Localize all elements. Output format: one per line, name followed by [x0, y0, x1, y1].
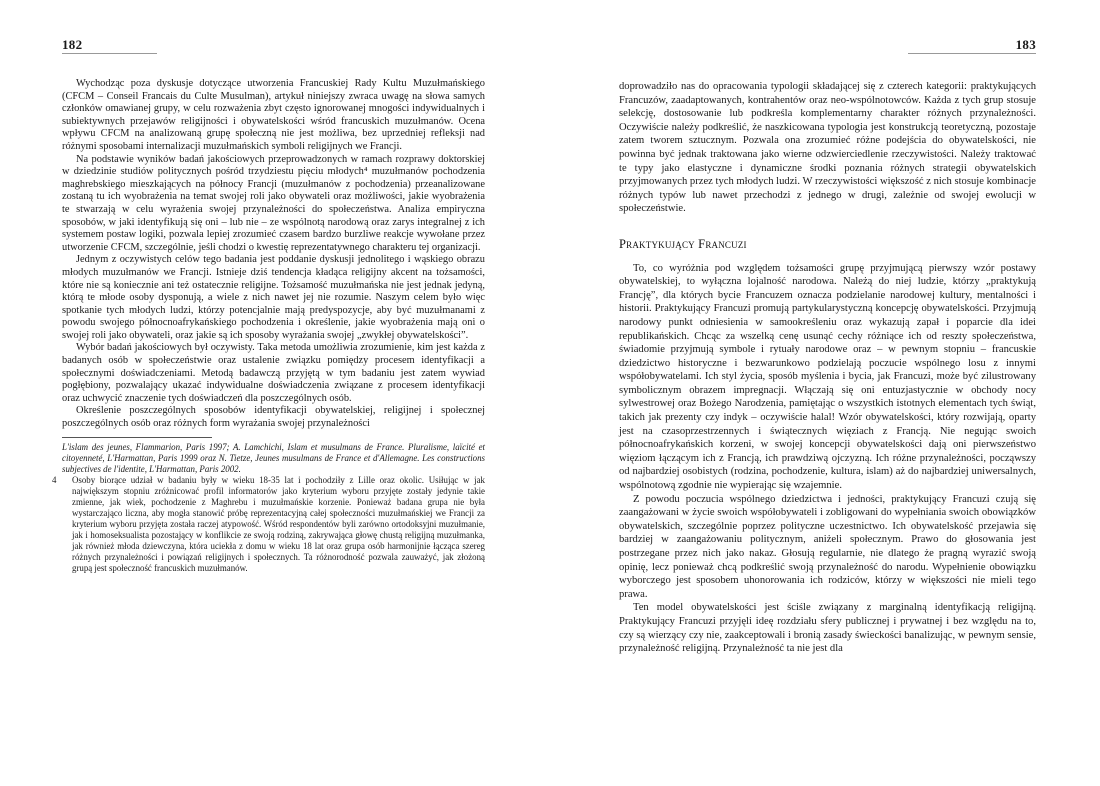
page-number: 183: [1015, 37, 1036, 52]
section-heading: Praktykujący Francuzi: [619, 236, 747, 251]
paragraph: Na podstawie wyników badań jakościowych przeprowadzonych w ramach rozprawy doktorskiej w dziedzinie studiów politycznych pośród trzydziestu pięciu młodych⁴ muzułmanów pochodzenia maghrebskiego mieszkających na północy Francji (muzułmanów z pochodzenia) przeanalizowane zostaną tu ich wyobrażenia na temat swojej roli jako obywateli oraz możliwości, jakie wyobrażenia te stwarzają w celu wyrażenia swojej przynależności do społeczeństwa. Analiza empiryczna sposobów, w jaki identyfikują się oni – lub nie – ze wspólnotą narodową oraz zarys integralnej z ich systemem postaw logiki, pozwala lepiej zrozumieć czasem bardzo burzliwe reakcje wywołane przez utworzenie CFCM, szczególnie, jeśli chodzi o kwestię reprezentatywnego charakteru tej organizacji.: [62, 153, 485, 253]
paragraph: To, co wyróżnia pod względem tożsamości grupę przyjmującą pierwszy wzór postawy obywatelskiej, to wyłączna lojalność narodowa. Należą do niej ludzie, którzy „praktykują Francję”, dla których bycie Francuzem oznacza podzielanie narodowej kultury, mentalności i historii. Praktykujący Francuzi promują partykularystyczną koncepcję obywatelskości. Przyjmują narodowy punkt odniesienia w samookreśleniu oraz wykazują zapał i poparcie dla idei republikańskich. Chcąc za wszelką cenę usunąć cechy różniące ich od reszty społeczeństwa, świadomie przyjmują symbole i rytuały narodowe oraz – w pewnym stopniu – francuskie dziedzictwo historyczne i bezwarunkowo podzielają poczucie wspólnego losu z innymi współobywatelami. Ich styl życia, sposób myślenia i bycia, jak Francuzi, może być zilustrowany symbolicznym obrazem impregnacji. Włączają się oni entuzjastycznie w obchody nocy sylwestrowej oraz Bożego Narodzenia, pamiętając o wszystkich istotnych elementach tych świąt, takich jak prezenty czy indyk – oczywiście halal! Wzór obywatelskości, który rozwijają, oparty jest na czasoprzestrzennych i świątecznych więziach z Francją. Nie negując swoich północnoafrykańskich korzeni, w swojej koncepcji obywatelskości dają oni pierwszeństwo więziom łączącym ich z Francją, ich prawdziwą ojczyzną. Ich różne przynależności, począwszy od najbardziej osobistych (rodzina, pochodzenie, kultura, islam) aż do najbardziej uniwersalnych, wspólnotową zgodnie nie wypierając się wzajemnie.: [619, 262, 1036, 492]
paragraph: Ten model obywatelskości jest ściśle związany z marginalną identyfikacją religijną. Praktykujący Francuzi przyjęli ideę rozdziału sfery publicznej i prywatnej i bez względu na to, czy są wierzący czy nie, zaakceptowali i bronią zasady świeckości banalizując, w pewnym sensie, przynależność religijną. Przynależność ta nie jest dla: [619, 602, 1036, 655]
footnote-rule: [62, 437, 212, 438]
footnote-number: 4: [52, 474, 57, 485]
footnote-4: [52, 474, 485, 574]
footnote-3-continued: L'islam des jeunes, Flammarion, Paris 1997; A. Lamchichi, Islam et musulmans de France. Pluralisme, laïcité et citoyenneté, L'Harmattan, Paris 1999 oraz N. Tietze, Jeunes musulmans de France et d'Allemagne. Les constructions subjectives de l'identite, L'Harmattan, Paris 2002.: [62, 441, 485, 474]
paragraph: Jednym z oczywistych celów tego badania jest poddanie dyskusji jednolitego i wąskiego obrazu młodych muzułmanów we Francji. Istnieje dziś tendencja kładąca religijny akcent na tożsamości, które nie są koniecznie ani też ostatecznie religijne. Tożsamość muzułmańska nie jest jednak jedyną, którą te młode osoby dysponują, a wiele z nich nawet jej nie rozumie. Naszym celem było więc spotkanie tych młodych ludzi, którzy potencjalnie mają predyspozycje, aby być muzułmanami z powodu swojego północnoafrykańskiego pochodzenia i określenie, jakie wyobrażenia mają oni o swojej roli jako obywateli, oraz jakie są ich sposoby wyrażania swojej „zwykłej obywatelskości”.: [62, 254, 485, 341]
right-text-column: [619, 80, 1036, 656]
right-page: [550, 0, 1100, 786]
paragraph: Określenie poszczególnych sposobów identyfikacji obywatelskiej, religijnej i społecznej poszczególnych osób oraz różnych form wyrażania swojej przynależności: [62, 405, 485, 430]
paragraph: Z powodu poczucia wspólnego dziedzictwa i jedności, praktykujący Francuzi czują się zaangażowani w życie swoich współobywateli i zobligowani do wypełniania swoich obowiązków obywatelskich, szczególnie poprzez polityczne uczestnictwo. Ich obywatelskość przejawia się bardziej w zaangażowaniu politycznym, aniżeli społecznym. Prawo do głosowania jest postrzegane przez nich jako nakaz. Głosują regularnie, nie dlatego że pragną wyrazić swoją opinię, lecz ponieważ chcą podkreślić swoją przynależność do narodu. Wypełnienie obowiązku wyborczego jest sposobem uhonorowania ich rodziców, którzy w większości nie mieli tego prawa.: [619, 493, 1036, 600]
footnote-text: Osoby biorące udział w badaniu były w wieku 18-35 lat i pochodziły z Lille oraz okolic. Usiłując w jak największym stopniu zróżnicować profil informatorów jako kryterium wyboru przyjęte zostały jedynie takie zmienne, jak wiek, pochodzenie z Maghrebu i muzułmańskie korzenie. Ponieważ badana grupa nie była wystarczająco liczna, aby mogła stanowić próbę reprezentacyjną całej społeczności muzułmańskiej we Francji za kryterium wyboru przyjęta została raczej atypowość. Wśród respondentów byli zarówno ortodoksyjni muzułmanie, jak i homoseksualista pozostający w konflikcie ze swoją rodziną, zakrywająca głowę chustą religijną muzułmanka, jak również młoda dziewczyna, która uciekła z domu w wieku 18 lat oraz grupa osób harmonijnie łącząca szereg różnych przynależności i powiązań religijnych i społecznych. Ta różnorodność pozwala zauważyć, jak złożoną grupą jest społeczność francuskich muzułmanów.: [72, 474, 485, 573]
paragraph: Wybór badań jakościowych był oczywisty. Taka metoda umożliwia zrozumienie, kim jest każda z badanych osób w społeczeństwie oraz ustalenie związku pomiędzy procesem identyfikacji a społecznymi doświadczeniami. Metodą badawczą przyjętą w tym badaniu jest zatem wywiad pogłębiony, pozwalający ukazać indywidualne doświadczenia związane z procesem identyfikacji oraz uchwycić znaczenie tych doświadczeń dla poszczególnych osób.: [62, 342, 485, 404]
header-rule: [908, 53, 1036, 54]
paragraph: Wychodząc poza dyskusje dotyczące utworzenia Francuskiej Rady Kultu Muzułmańskiego (CFCM – Conseil Francais du Culte Musulman), artykuł niniejszy zwraca uwagę na słowa samych członków omawianej grupy, w celu rozważenia zbyt często ignorowanej mnogości indywidualnych i subiektywnych przejawów religijności i obywatelskości wśród francuskich muzułmanów. Ocena wpływu CFCM na analizowaną grupę społeczną nie jest możliwa, bez uprzedniej refleksji nad różnymi sposobami internalizacji muzułmańskich symboli religijnych we Francji.: [62, 78, 485, 152]
page-number: 182: [62, 37, 83, 52]
header-rule: [62, 53, 157, 54]
paragraph: doprowadziło nas do opracowania typologii składającej się z czterech kategorii: praktykujących Francuzów, zaadaptowanych, kontrahentów oraz neo-wspólnotowców. Każda z tych grup stosuje selekcję, dostosowanie lub podkreśla komplementarny charakter różnych przynależności. Oczywiście należy podkreślić, że naszkicowana typologia jest konstrukcją teoretyczną, pozostaje zatem tworem sztucznym. Pozwala ona zrozumieć różne podejścia do obywatelskości, nie powinna być jednak traktowana jako wierne odzwierciedlenie rzeczywistości. Należy traktować te typy jako elastyczne i dynamiczne środki poznania różnych strategii obywatelskich przyjmowanych przez tych młodych ludzi. W rzeczywistości większość z nich stosuje kombinacje różnych typów lub nawet przechodzi z jednego w drugi, zależnie od swojej ewolucji w społeczeństwie.: [619, 81, 1036, 215]
left-text-column: [52, 78, 485, 574]
footnotes: [52, 441, 485, 574]
